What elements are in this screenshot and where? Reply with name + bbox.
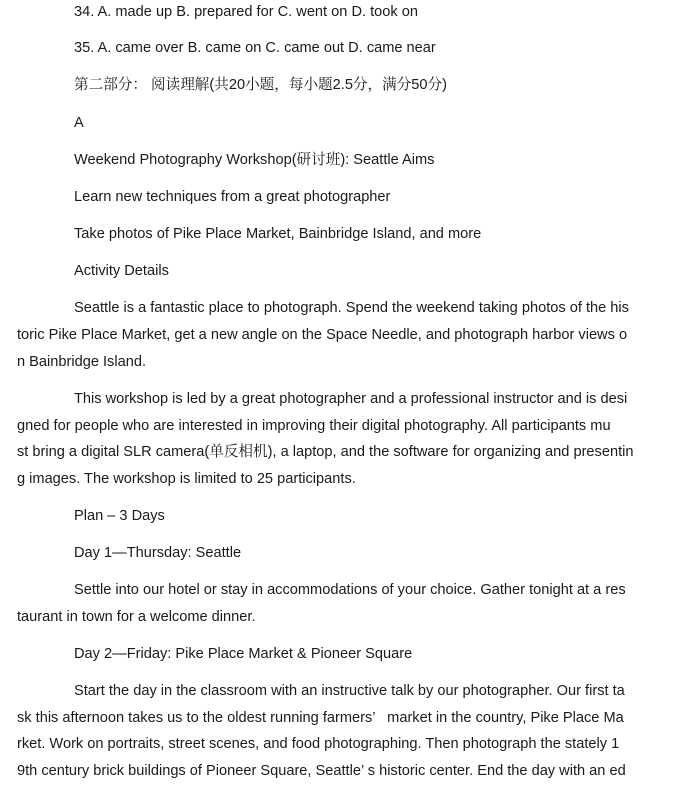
paragraph-2-line-2: gned for people who are interested in improving their digital photography. All participants mu xyxy=(17,418,611,434)
paragraph-1-line-1: Seattle is a fantastic place to photograph. Spend the weekend taking photos of the his xyxy=(74,300,629,316)
day-2-text-line-3: rket. Work on portraits, street scenes, and food photographing. Then photograph the stately 1 xyxy=(17,736,620,752)
paragraph-1-line-2: toric Pike Place Market, get a new angle on the Space Needle, and photograph harbor views o xyxy=(17,327,628,343)
passage-label: A xyxy=(74,115,84,131)
day-1-text-line-1: Settle into our hotel or stay in accommodations of your choice. Gather tonight at a res xyxy=(74,582,626,598)
paragraph-2-line-4: g images. The workshop is limited to 25 participants. xyxy=(17,471,356,487)
day-2-text-line-2: sk this afternoon takes us to the oldest running farmers’ market in the country, Pike Place Ma xyxy=(17,710,624,726)
passage-subtitle-1: Learn new techniques from a great photographer xyxy=(74,189,391,205)
day-2-text-line-1: Start the day in the classroom with an instructive talk by our photographer. Our first ta xyxy=(74,683,625,699)
day-1-heading: Day 1—Thursday: Seattle xyxy=(74,545,242,561)
paragraph-2-line-1: This workshop is led by a great photographer and a professional instructor and is desi xyxy=(74,391,628,407)
section-heading: 第二部分： 阅读理解(共20小题，每小题2.5分，满分50分) xyxy=(74,77,447,93)
day-2-heading: Day 2—Friday: Pike Place Market & Pioneer Square xyxy=(74,646,413,662)
plan-heading: Plan – 3 Days xyxy=(74,508,165,524)
passage-title: Weekend Photography Workshop(研讨班): Seattle Aims xyxy=(74,152,435,168)
question-34-options: 34. A. made up B. prepared for C. went on D. took on xyxy=(74,4,418,20)
passage-subtitle-2: Take photos of Pike Place Market, Bainbridge Island, and more xyxy=(74,226,482,242)
question-35-options: 35. A. came over B. came on C. came out D. came near xyxy=(74,40,436,56)
day-2-text-line-4: 9th century brick buildings of Pioneer Square, Seattle’ s historic center. End the day with an ed xyxy=(17,763,626,779)
activity-details-heading: Activity Details xyxy=(74,263,169,279)
paragraph-2-line-3: st bring a digital SLR camera(单反相机), a laptop, and the software for organizing and presentin xyxy=(17,444,634,460)
day-1-text-line-2: taurant in town for a welcome dinner. xyxy=(17,609,256,625)
paragraph-1-line-3: n Bainbridge Island. xyxy=(17,354,146,370)
